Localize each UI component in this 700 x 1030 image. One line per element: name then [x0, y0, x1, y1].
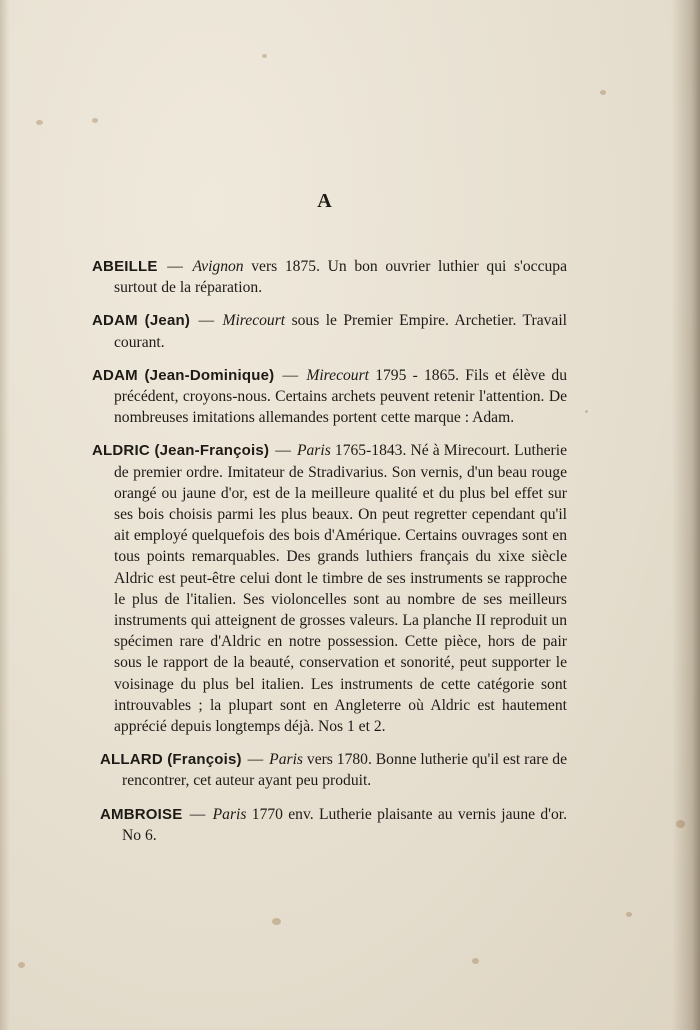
entry-text: vers 1780. Bonne lutherie qu'il est rare de rencontrer, cet auteur ayant peu produit.	[122, 751, 568, 790]
entry-place: Avignon	[192, 258, 244, 275]
entry-place: Paris	[269, 751, 303, 769]
entry-adam-jean-dominique: ADAM (Jean-Dominique) — Mirecourt 1795 - 1865. Fils et élève du précédent, croyons-nous. Certains archets peuvent retenir l'attention. De nombreuses imitations allemandes portent cette marque : Adam.	[92, 366, 567, 427]
page-spine-shadow	[672, 0, 700, 1030]
page-left-edge	[0, 0, 10, 1030]
entry-aldric: ALDRIC (Jean-François) — Paris 1765-1843. Né à Mirecourt. Lutherie de premier ordre. Imitateur de Stradivarius. Son vernis, d'un beau rouge orangé ou jaune d'or, est de la meilleure qualité et du plus bel effet sur ses bois choisis parmi les plus beaux. On peut regretter cependant qu'il ait employé quelquefois des bois d'Amérique. Certains ouvrages sont en tous points remarquables. Des grands luthiers français du xixe siècle Aldric est peut-être celui dont le timbre de ses instruments se rapproche le plus de l'italien. Ses violoncelles sont au nombre de ses meilleurs instruments qui atteignent de grosses valeurs. La planche II reproduit un spécimen rare d'Aldric en notre possession. Cette pièce, hors de pair sous le rapport de la beauté, conservation et sonorité, peut supporter le voisinage du plus bel italien. Les instruments de cette catégorie sont introuvables ; la plupart sont en Angleterre où Aldric est hautement apprécié depuis longtemps déjà. Nos 1 et 2.	[92, 442, 567, 736]
foxing-spot	[272, 918, 281, 925]
foxing-spot	[472, 958, 479, 964]
entry-text: sous le Premier Empire. Archetier. Travail courant.	[114, 312, 568, 351]
entry-name: ADAM (Jean-Dominique)	[92, 366, 275, 384]
entry-text: 1770 env. Lutherie plaisante au vernis jaune d'or. No 6.	[122, 805, 567, 844]
entry-place: Mirecourt	[306, 366, 369, 384]
foxing-spot	[262, 54, 267, 58]
entry-ambroise: AMBROISE — Paris 1770 env. Lutherie plaisante au vernis jaune d'or. No 6.	[100, 805, 567, 844]
entry-name: ALLARD (François)	[100, 751, 242, 769]
entry-name: AMBROISE	[100, 805, 183, 823]
foxing-spot	[92, 118, 98, 123]
dictionary-entries	[92, 256, 567, 858]
entry-text: vers 1875. Un bon ouvrier luthier qui s'occupa surtout de la réparation.	[114, 258, 568, 297]
entry-name: ADAM (Jean)	[92, 312, 191, 330]
foxing-spot	[600, 90, 606, 95]
entry-text: 1765-1843. Né à Mirecourt. Lutherie de premier ordre. Imitateur de Stradivarius. Son vernis, d'un beau rouge orangé ou jaune d'or, est de la meilleure qualité et du plus bel effet sur ses bois choisis parmi les plus beaux. On peut regretter cependant qu'il ait employé quelquefois des bois d'Amérique. Certains ouvrages sont en tous points remarquables. Des grands luthiers français du xixe siècle Aldric est peut-être celui dont le timbre de ses instruments se rapproche le plus de l'italien. Ses violoncelles sont au nombre de ses meilleurs instruments qui atteignent de grosses valeurs. La planche II reproduit un spécimen rare d'Aldric en notre possession. Cette pièce, hors de pair sous le rapport de la beauté, conservation et sonorité, peut supporter le voisinage du plus bel italien. Les instruments de cette catégorie sont introuvables ; la plupart sont en Angleterre où Aldric est hautement apprécié depuis longtemps déjà. Nos 1 et 2.	[114, 442, 567, 736]
entry-adam-jean: ADAM (Jean) — Mirecourt sous le Premier Empire. Archetier. Travail courant.	[92, 312, 568, 351]
entry-abeille: ABEILLE — Avignon vers 1875. Un bon ouvrier luthier qui s'occupa surtout de la réparation.	[92, 258, 568, 297]
foxing-spot	[585, 410, 588, 413]
entry-name: ABEILLE	[92, 258, 158, 275]
entry-name: ALDRIC (Jean-François)	[92, 442, 270, 460]
entry-text: 1795 - 1865. Fils et élève du précédent, croyons-nous. Certains archets peuvent retenir l'attention. De nombreuses imitations allemandes portent cette marque : Adam.	[114, 366, 567, 427]
entry-place: Paris	[212, 805, 247, 823]
entry-place: Mirecourt	[222, 312, 286, 330]
foxing-spot	[676, 820, 685, 828]
entry-place: Paris	[296, 442, 331, 460]
section-letter-heading: A	[317, 190, 333, 212]
foxing-spot	[626, 912, 632, 917]
foxing-spot	[36, 120, 43, 125]
foxing-spot	[18, 962, 25, 968]
entry-allard: ALLARD (François) — Paris vers 1780. Bonne lutherie qu'il est rare de rencontrer, cet auteur ayant peu produit.	[100, 751, 568, 790]
